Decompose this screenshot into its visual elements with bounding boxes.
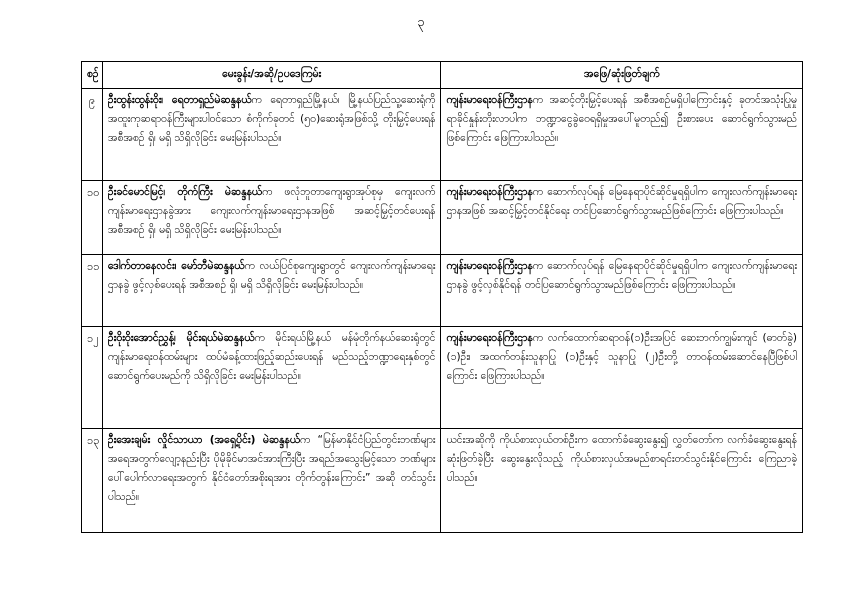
question-text: က ဖလုံဘူတာကျေးရွာအုပ်စုမှ ကျေးလက်ကျန်းမာရေးဌာနခွဲအား ကျေးလက်ကျန်းမာရေးဌာနအဖြစ် အဆင့်မြှင့်တင်ပေးရန် အစီအစဉ် ရှိ၊ မရှိ သိရှိလိုခြင်း မေးမြန်းပါသည်။ <box>107 186 436 236</box>
answer-cell <box>441 181 803 255</box>
question-text: က မိုင်းရယ်မြို့နယ် မန်မုံတိုက်နယ်ဆေးရုံတွင် ကျန်းမာရေးဝန်ထမ်းများ ထပ်မံခန့်ထားဖြည့်ဆည်းပေးရန် မည်သည့်ဘဏ္ဍာရေးနှစ်တွင် ဆောင်ရွက်ပေးမည်ကို သိရှိလိုခြင်း မေးမြန်းပါသည်။ <box>107 332 436 382</box>
question-cell <box>102 89 441 181</box>
table-header-row <box>82 62 803 89</box>
row-number: ၁၂ <box>82 327 103 429</box>
question-cell <box>102 181 441 255</box>
header-question: မေးခွန်း/အဆို/ဥပဒေကြမ်း <box>102 62 441 89</box>
table-row <box>82 89 803 181</box>
question-cell <box>102 429 441 533</box>
page-number: ၃ <box>417 15 425 30</box>
answer-text: က အဆင့်တိုးမြှင့်ပေးရန် အစီအစဉ်မရှိပါကြောင်းနှင့် ခုတင်အသုံးပြုမှု ရာခိုင်နှုန်းတိုးလာပါက ဘဏ္ဍာငွေခွဲဝေရရှိမှုအပေါ်မူတည်၍ ဦးစားပေး ဆောင်ရွက်သွားမည်ဖြစ်ကြောင်း ဖြေကြားပါသည်။ <box>446 94 797 144</box>
question-cell <box>102 327 441 429</box>
answer-text: က ဆောက်လုပ်ရန် မြေနေရာပိုင်ဆိုင်မှုရရှိပါက ကျေးလက်ကျန်းမာရေးဌာနခွဲ ဖွင့်လှစ်နိုင်ရန် တင်ပြဆောင်ရွက်သွားမည်ဖြစ်ကြောင်း ဖြေကြားပါသည်။ <box>446 260 797 291</box>
questioner-name: ဦးဝိုးဝိုးအောင်ညွှန့်၊ မိုင်းရယ်မဲဆန္ဒနယ် <box>107 332 255 344</box>
question-text: က လယ်ပြင်စုကျေးရွာတွင် ကျေးလက်ကျန်းမာရေးဌာနခွဲ ဖွင့်လှစ်ပေးရန် အစီအစဉ် ရှိ၊ မရှိ သိရှိလိုခြင်း မေးမြန်းပါသည်။ <box>107 260 436 291</box>
question-text: က ရေတာရှည်မြို့နယ်၊ မြို့နယ်ပြည်သူ့ဆေးရုံကို အထူးကုဆရာဝန်ကြီးများပါဝင်သော စံကိုက်ခုတင် (၅၀)ဆေးရုံအဖြစ်သို့ တိုးမြှင့်ပေးရန် အစီအစဉ် ရှိ၊ မရှိ သိရှိလိုခြင်း မေးမြန်းပါသည်။ <box>107 94 436 144</box>
answer-cell <box>441 429 803 533</box>
table-row <box>82 181 803 255</box>
question-cell <box>102 255 441 327</box>
answer-cell <box>441 255 803 327</box>
answer-cell <box>441 327 803 429</box>
table-row <box>82 255 803 327</box>
answering-ministry: ကျန်းမာရေးဝန်ကြီးဌာန <box>446 94 533 106</box>
answering-ministry: ကျန်းမာရေးဝန်ကြီးဌာန <box>446 332 533 344</box>
table-row <box>82 327 803 429</box>
answering-ministry: ကျန်းမာရေးဝန်ကြီးဌာန <box>446 186 533 198</box>
table-row <box>82 429 803 533</box>
header-no: စဉ် <box>82 62 103 89</box>
row-number: ၁၁ <box>82 255 103 327</box>
answer-text: က ဆောက်လုပ်ရန် မြေနေရာပိုင်ဆိုင်မှုရရှိပါက ကျေးလက်ကျန်းမာရေးဌာနအဖြစ် အဆင့်မြှင့်တင်နိုင်ရေး တင်ပြဆောင်ရွက်သွားမည်ဖြစ်ကြောင်း ဖြေကြားပါသည်။ <box>446 186 797 217</box>
row-number: ၁၃ <box>82 429 103 533</box>
questioner-name: ဦးခင်မောင်မြင့်၊ တိုက်ကြီး မဲဆန္ဒနယ် <box>107 186 263 198</box>
questioner-name: ဦးထွန်းထွန်းဝိုး၊ ရေတာရှည်မဲဆန္ဒနယ် <box>107 94 252 106</box>
answer-cell <box>441 89 803 181</box>
row-number: ၁၀ <box>82 181 103 255</box>
questioner-name: ဒေါက်တာနေလင်း၊ မော်ဘီမဲဆန္ဒနယ် <box>107 260 245 272</box>
header-answer: အဖြေ/ဆုံးဖြတ်ချက် <box>441 62 803 89</box>
row-number: ၉ <box>82 89 103 181</box>
session-table <box>81 61 803 533</box>
questioner-name: ဦးအေးချမ်း လှိုင်သာယာ (အရှေ့ပိုင်း) မဲဆန္ဒနယ် <box>107 434 301 446</box>
answer-text: က လက်ထောက်ဆရာဝန်(၁)ဦးအပြင် ဆေးဘက်ကျွမ်းကျင် (ဓာတ်ခွဲ) (၁)ဦး၊ အထက်တန်းသူနာပြု (၁)ဦးနှင့် သူနာပြု (၂)ဦးတို့ တာဝန်ထမ်းဆောင်နေပြီဖြစ်ပါကြောင်း ဖြေကြားပါသည်။ <box>446 332 797 382</box>
answer-text: ယင်းအဆိုကို ကိုယ်စားလှယ်တစ်ဦးက ထောက်ခံဆွေးနွေး၍ လွှတ်တော်က လက်ခံဆွေးနွေးရန် ဆုံးဖြတ်ခဲ့ပြီး ဆွေးနွေးလိုသည့် ကိုယ်စားလှယ်အမည်စာရင်းတင်သွင်းနိုင်ကြောင်း ကြေညာခဲ့ပါသည်။ <box>446 434 797 484</box>
answering-ministry: ကျန်းမာရေးဝန်ကြီးဌာန <box>446 260 533 272</box>
question-text: က “မြန်မာနိုင်ငံပြည်တွင်းဘဏ်များ အရေအတွက်လျော့နည်းပြီး ပိုမိုခိုင်မာအင်အားကြီးပြီး အရည်အသွေးမြင့်သော ဘဏ်များပေါ်ပေါက်လာရေးအတွက် နိုင်ငံတော်အစိုးရအား တိုက်တွန်းကြောင်း” အဆို တင်သွင်းပါသည်။ <box>107 434 436 503</box>
